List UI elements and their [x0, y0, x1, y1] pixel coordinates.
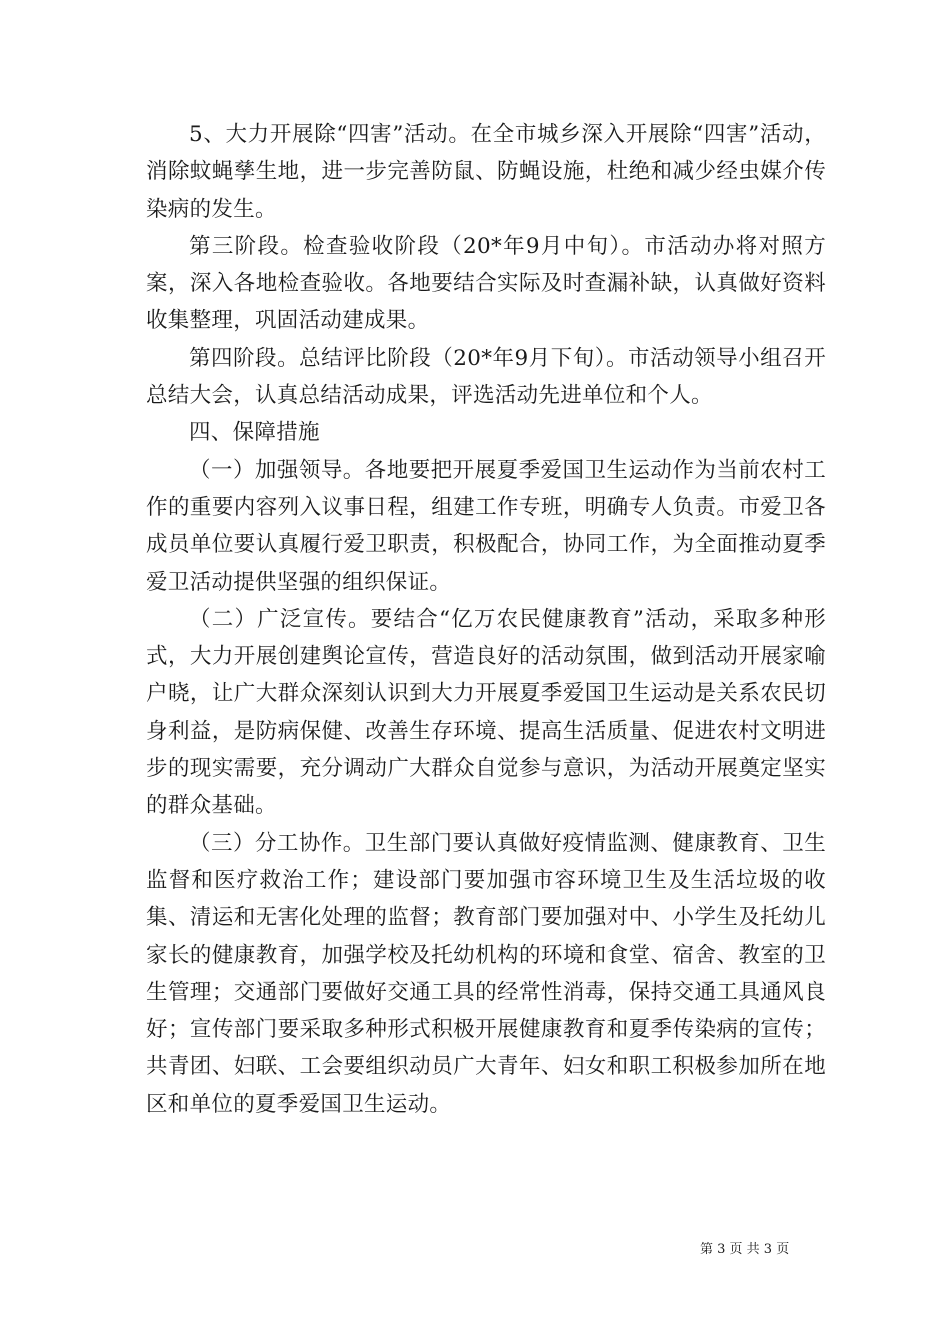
paragraph-strengthen-leadership: （一）加强领导。各地要把开展夏季爱国卫生运动作为当前农村工作的重要内容列入议事日程，组建工作专班，明确专人负责。市爱卫各成员单位要认真履行爱卫职责，积极配合，协同工作，为全面推动夏季爱卫活动提供坚强的组织保证。	[146, 457, 826, 595]
paragraph-phase-three: 第三阶段。检查验收阶段（20*年9月中旬）。市活动办将对照方案，深入各地检查验收。各地要结合实际及时查漏补缺，认真做好资料收集整理，巩固活动建成果。	[146, 233, 826, 334]
page-number-footer: 第 3 页 共 3 页	[700, 1242, 790, 1257]
paragraph-phase-four: 第四阶段。总结评比阶段（20*年9月下旬）。市活动领导小组召开总结大会，认真总结活动成果，评选活动先进单位和个人。	[146, 345, 826, 409]
paragraph-publicity: （二）广泛宣传。要结合“亿万农民健康教育”活动，采取多种形式，大力开展创建舆论宣传，营造良好的活动氛围，做到活动开展家喻户晓，让广大群众深刻认识到大力开展夏季爱国卫生运动是关系农民切身利益，是防病保健、改善生存环境、提高生活质量、促进农村文明进步的现实需要，充分调动广大群众自觉参与意识，为活动开展奠定坚实的群众基础。	[146, 606, 826, 819]
section-heading-safeguards: 四、保障措施	[189, 420, 320, 446]
document-body	[146, 116, 826, 1123]
paragraph-division-of-labor: （三）分工协作。卫生部门要认真做好疫情监测、健康教育、卫生监督和医疗救治工作；建设部门要加强市容环境卫生及生活垃圾的收集、清运和无害化处理的监督；教育部门要加强对中、小学生及托幼儿家长的健康教育，加强学校及托幼机构的环境和食堂、宿舍、教室的卫生管理；交通部门要做好交通工具的经常性消毒，保持交通工具通风良好；宣传部门要采取多种形式积极开展健康教育和夏季传染病的宣传；共青团、妇联、工会要组织动员广大青年、妇女和职工积极参加所在地区和单位的夏季爱国卫生运动。	[146, 830, 826, 1117]
paragraph-item-5-pest-control: 5、大力开展除“四害”活动。在全市城乡深入开展除“四害”活动，消除蚊蝇孳生地，进一步完善防鼠、防蝇设施，杜绝和减少经虫媒介传染病的发生。	[146, 122, 826, 222]
